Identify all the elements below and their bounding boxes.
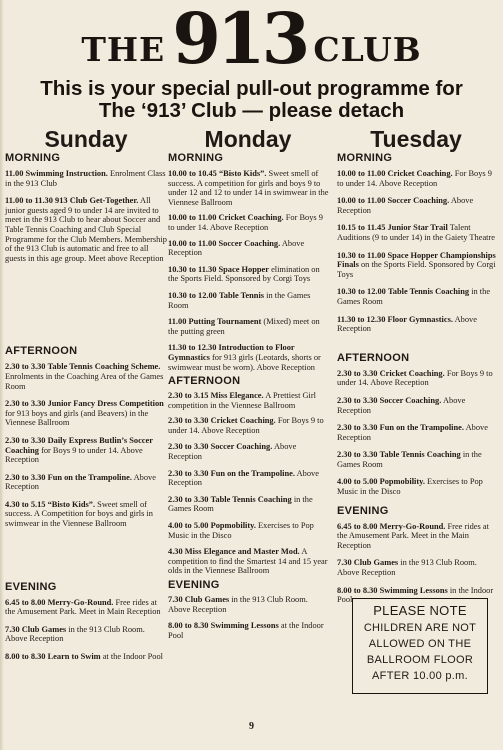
section-heading: EVENING (5, 580, 57, 593)
schedule-item (337, 315, 499, 334)
section-heading: EVENING (168, 579, 220, 591)
item-time: 10.00 to 11.00 (168, 238, 217, 248)
item-time: 8.00 to 8.30 (168, 621, 209, 631)
item-title: Table Tennis Coaching (387, 287, 470, 297)
item-time: 7.30 (337, 558, 352, 568)
item-time: 4.00 to 5.00 (168, 521, 209, 531)
day-heading-sunday: Sunday (44, 126, 128, 152)
item-time: 2.30 to 3.15 (168, 391, 209, 401)
item-title: Merry-Go-Round. (47, 597, 114, 607)
item-title: Space Hopper (218, 264, 269, 274)
item-title: Table Tennis Coaching (379, 450, 461, 460)
item-text: in the 913 Club Room. Above Reception (168, 595, 308, 614)
item-text: A competition to find the Smartest 14 and 15 year olds in the Viennese Ballroom (168, 547, 328, 576)
schedule-item (168, 391, 330, 410)
item-text: in the 913 Club Room. Above Reception (337, 558, 477, 578)
schedule-item (5, 598, 167, 617)
item-title: Soccer Coaching. (379, 395, 442, 405)
item-title: Soccer Coaching. (387, 196, 450, 206)
item-text: in the Games Room (337, 287, 491, 306)
item-time: 2.30 to 3.30 (337, 395, 378, 405)
item-text: All junior guests aged 9 to under 14 are invited to meet in the 913 Club to hear about Soccer and Table Tennis Coaching and Club Special Programme for the Club Members. Membership of the 913 Club is automatic and free to all guests in this age group. Meet above Reception (5, 196, 167, 263)
schedule-item (337, 558, 499, 577)
item-time: 8.00 to 8.30 (337, 585, 378, 595)
schedule-item (168, 595, 330, 614)
section-heading: EVENING (337, 504, 389, 517)
item-time: 10.30 to 11.30 (168, 264, 217, 274)
item-text: Enrolments in the Coaching Area of the Games Room (5, 371, 164, 391)
item-title: Floor Gymnastics. (387, 314, 453, 324)
section-heading: MORNING (337, 152, 393, 164)
item-text: in the 913 Club Room. Above Reception (5, 624, 145, 644)
item-title: Cricket Coaching. (218, 213, 284, 223)
item-title: Fun on the Trampoline. (379, 423, 464, 433)
item-time: 2.30 to 3.30 (5, 472, 46, 482)
item-time: 4.30 to 5.15 (5, 499, 46, 509)
intro-heading (0, 78, 503, 122)
item-time: 2.30 to 3.30 (337, 423, 378, 433)
item-time: 7.30 (168, 595, 183, 604)
item-title: “Bisto Kids”. (47, 499, 96, 509)
item-text: Above Reception (5, 472, 156, 492)
item-title: Junior Star Trail (387, 223, 448, 233)
schedule-item (5, 196, 167, 263)
notice-line-3: BALLROOM FLOOR (366, 654, 474, 666)
item-text: For Boys 9 to under 14. Above Reception (337, 169, 492, 188)
schedule-item (337, 522, 499, 551)
item-text: Above Reception (168, 238, 305, 258)
schedule-item (337, 287, 499, 306)
item-title: Miss Elegance and Master Mod. (184, 547, 300, 557)
schedule-item (168, 547, 330, 576)
item-title: Club Games (184, 595, 230, 604)
schedule-item (5, 473, 167, 492)
schedule-item (168, 495, 330, 514)
schedule-item (5, 169, 167, 188)
section-heading: AFTERNOON (337, 351, 410, 364)
item-title: 913 Club Get-Together. (55, 196, 139, 206)
notice-line-4: AFTER 10.00 p.m. (372, 670, 468, 682)
item-text: on the Sports Field. Sponsored by Corgi Toys (337, 260, 496, 279)
item-text: For Boys 9 to under 14. Above Reception (168, 213, 323, 232)
column-monday (168, 152, 330, 640)
schedule-item (337, 223, 499, 242)
section-heading: MORNING (168, 152, 224, 164)
notice-line-1: CHILDREN ARE NOT (363, 622, 477, 634)
item-time: 6.45 to 8.00 (5, 597, 46, 607)
schedule-item (337, 169, 499, 188)
item-time: 10.30 to 11.00 (337, 250, 386, 260)
item-time: 10.15 to 11.45 (337, 223, 386, 233)
section-heading: AFTERNOON (5, 345, 78, 358)
schedule-item (337, 450, 499, 469)
item-title: “Bisto Kids”. (218, 169, 267, 178)
item-text: Above Reception (337, 314, 477, 334)
item-text: Exercises to Pop Music in the Disco (168, 521, 314, 540)
item-title: Cricket Coaching. (387, 169, 453, 178)
notice-title: PLEASE NOTE (373, 603, 467, 618)
item-text: at the Indoor Pool (102, 652, 163, 662)
item-text: Above Reception (168, 442, 297, 462)
item-title: Merry-Go-Round. (379, 521, 446, 531)
item-time: 4.30 (168, 547, 183, 557)
item-time: 2.30 to 3.30 (5, 435, 46, 445)
item-text: for 913 girls (Leotards, shorts or swimwear must be worn). Above Reception (168, 352, 321, 372)
item-text: Sweet smell of success. A competition for girls and boys 9 to under 12 and 12 to under 14 in swimwear in the Viennese Ballroom (168, 169, 329, 207)
item-text: Above Reception (337, 395, 466, 415)
item-text: Talent Auditions (9 to under 14) in the Gaiety Theatre (337, 223, 496, 242)
item-text: (Mixed) meet on the putting green (168, 317, 320, 336)
item-text: in the Indoor Pool (337, 585, 494, 605)
item-title: Cricket Coaching. (379, 368, 445, 378)
item-title: Cricket Coaching. (210, 416, 276, 426)
item-time: 2.30 to 3.30 (168, 468, 209, 478)
item-time: 11.00 (168, 317, 187, 327)
item-text: For Boys 9 to under 14. Above Reception (337, 368, 493, 388)
item-text: Exercises to Pop Music in the Disco (337, 477, 483, 497)
please-note-box (352, 598, 488, 694)
item-title: Swimming Lessons (210, 621, 279, 631)
masthead-the: THE (81, 30, 166, 69)
item-title: Popmobility. (210, 521, 256, 531)
item-time: 2.30 to 3.30 (5, 399, 46, 409)
schedule-item (168, 343, 330, 372)
item-text: in the Games Room (168, 290, 311, 310)
item-time: 2.30 to 3.30 (337, 368, 378, 378)
item-time: 10.30 to 12.00 (168, 290, 217, 300)
item-time: 8.00 to 8.30 (5, 652, 46, 662)
item-time: 11.30 to 12.30 (168, 343, 217, 353)
item-time: 10.00 to 10.45 (168, 169, 217, 178)
item-time: 10.30 to 12.00 (337, 287, 386, 297)
item-title: Popmobility. (379, 477, 425, 487)
schedule-item (168, 213, 330, 232)
item-text: For Boys 9 to under 14. Above Reception (168, 416, 324, 435)
item-time: 7.30 (5, 624, 20, 634)
item-text: elimination on the Sports Field. Sponsored by Corgi Toys (168, 264, 320, 284)
section-heading: MORNING (5, 152, 61, 164)
item-title: Daily Express Butlin’s Soccer Coaching (5, 435, 153, 455)
schedule-item (337, 423, 499, 442)
notice-line-2: ALLOWED ON THE (368, 638, 472, 650)
item-text: in the Games Room (168, 494, 313, 514)
schedule-item (5, 625, 167, 644)
item-text: A Prettiest Girl competition in the Viennese Ballroom (168, 391, 316, 410)
schedule-item (168, 169, 330, 207)
day-heading-tuesday: Tuesday (370, 126, 462, 152)
item-time: 11.30 to 12.30 (337, 314, 386, 324)
item-time: 4.00 to 5.00 (337, 477, 378, 487)
schedule-item (168, 239, 330, 258)
schedule-item (168, 317, 330, 336)
column-sunday (5, 152, 167, 662)
schedule-item (337, 196, 499, 215)
item-title: Table Tennis Coaching Scheme. (47, 362, 161, 372)
schedule-item (168, 621, 330, 640)
page-number: 9 (249, 721, 254, 732)
item-text: at the Indoor Pool (168, 621, 324, 640)
item-time: 10.00 to 11.00 (337, 196, 386, 206)
item-text: Free rides at the Amusement Park. Meet in the Main Reception (337, 521, 489, 550)
item-title: Soccer Coaching. (218, 238, 281, 248)
item-title: Table Tennis (218, 290, 265, 300)
item-title: Introduction to Floor Gymnastics (168, 343, 295, 362)
schedule-item (337, 369, 499, 388)
schedule-item (5, 436, 167, 465)
item-title: Table Tennis Coaching (210, 494, 292, 504)
item-title: Club Games (21, 624, 67, 634)
item-title: Space Hopper Championships Finals (337, 250, 496, 270)
item-time: 2.30 to 3.30 (5, 362, 46, 372)
item-time: 2.30 to 3.30 (337, 450, 378, 460)
intro-line-2: The ‘913’ Club — please detach (98, 99, 405, 122)
schedule-item (5, 362, 167, 391)
item-title: Soccer Coaching. (210, 442, 273, 452)
intro-line-1: This is your special pull-out programme for (40, 77, 463, 100)
item-text: in the Games Room (337, 450, 482, 469)
item-title: Fun on the Trampoline. (210, 468, 295, 478)
masthead-club: CLUB (313, 30, 422, 69)
item-text: Sweet smell of success. A Competition for boys and girls in swimwear in the Viennese Ballroom (5, 499, 153, 529)
item-title: Learn to Swim (47, 652, 101, 662)
item-time: 10.00 to 11.00 (168, 213, 217, 223)
schedule-item (5, 399, 167, 428)
schedule-item (168, 521, 330, 540)
schedule-item (168, 291, 330, 310)
schedule-item (168, 442, 330, 461)
masthead (0, 0, 503, 80)
schedule-item (5, 652, 167, 662)
schedule-item (337, 396, 499, 415)
item-text: Enrolment Class in the 913 Club (5, 169, 166, 188)
item-time: 10.00 to 11.00 (337, 169, 386, 178)
item-text: for 913 boys and girls (and Beavers) in the Viennese Ballroom (5, 408, 149, 428)
schedule-item (168, 416, 330, 435)
schedule-item (5, 500, 167, 529)
item-text: Above Reception (168, 468, 319, 488)
item-title: Fun on the Trampoline. (47, 472, 132, 482)
item-title: Junior Fancy Dress Competition (47, 399, 164, 409)
item-time: 11.00 (5, 169, 24, 178)
item-time: 2.30 to 3.30 (168, 416, 209, 426)
schedule-item (337, 477, 499, 496)
column-tuesday (337, 152, 499, 605)
item-title: Miss Elegance. (210, 391, 264, 401)
schedule-item (168, 265, 330, 284)
item-text: Above Reception (337, 196, 474, 215)
item-time: 6.45 to 8.00 (337, 521, 378, 531)
item-time: 11.00 to 11.30 (5, 196, 53, 206)
item-title: Swimming Lessons (379, 585, 448, 595)
schedule-item (337, 251, 499, 280)
day-heading-monday: Monday (204, 126, 292, 152)
schedule-item (168, 469, 330, 488)
item-title: Putting Tournament (188, 317, 262, 327)
item-time: 2.30 to 3.30 (168, 494, 209, 504)
section-heading: AFTERNOON (168, 375, 241, 388)
item-title: Club Games (353, 558, 399, 568)
item-text: Above Reception (337, 423, 488, 442)
masthead-number: 913 (172, 0, 307, 80)
item-text: for Boys 9 to under 14. Above Reception (5, 445, 143, 465)
item-title: Swimming Instruction. (25, 169, 108, 178)
item-time: 2.30 to 3.30 (168, 442, 209, 452)
item-text: Free rides at the Amusement Park. Meet in Main Reception (5, 597, 161, 617)
